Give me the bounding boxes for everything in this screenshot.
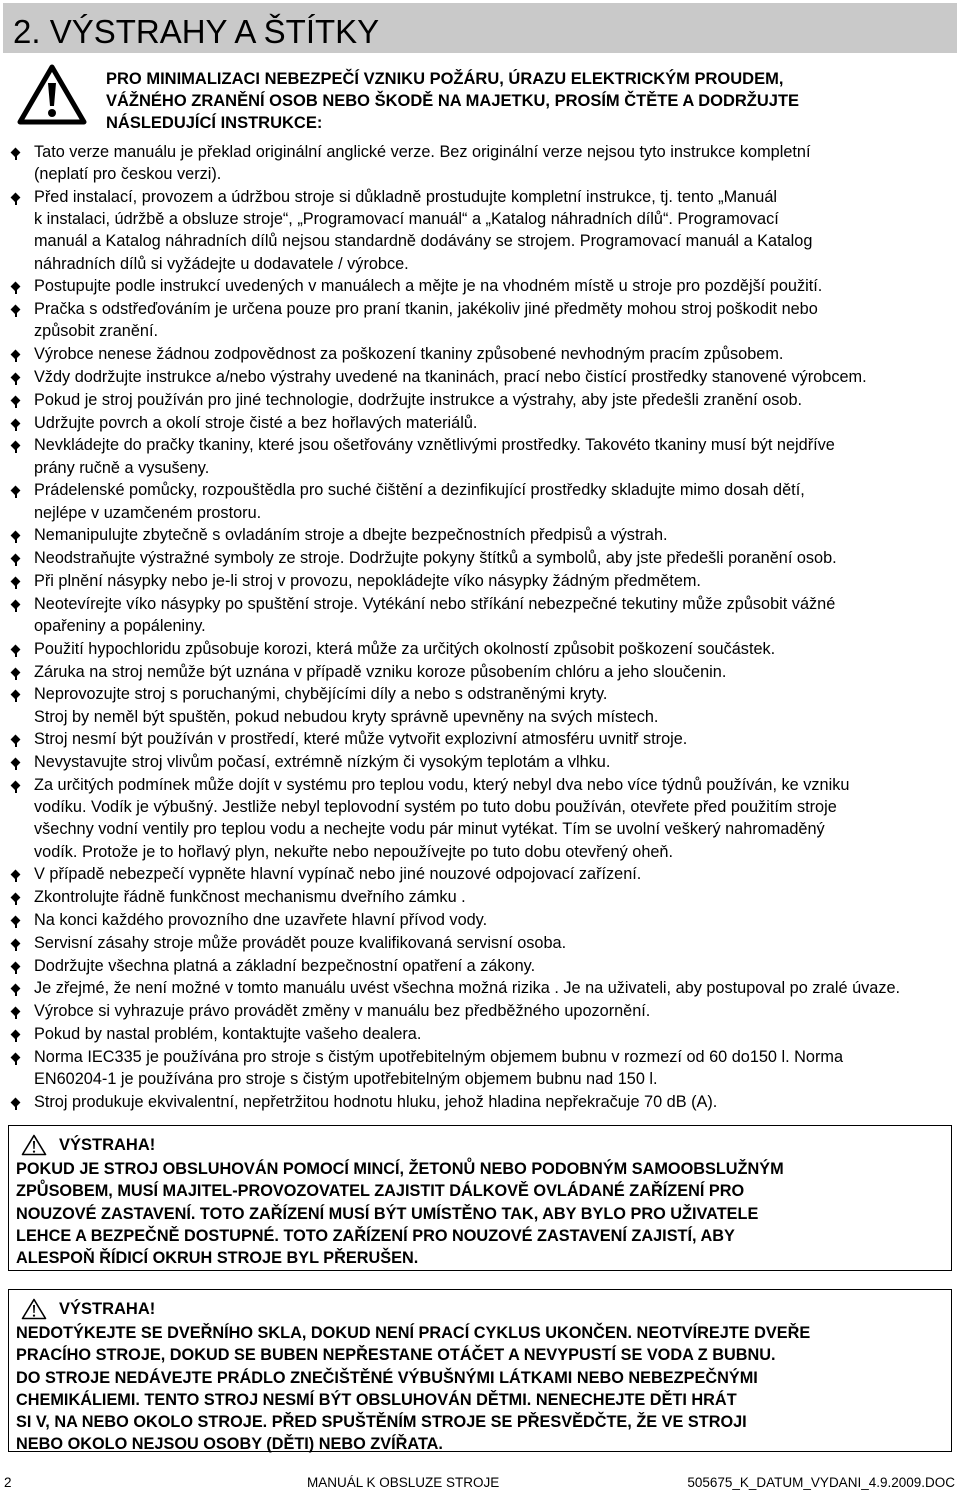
list-item [10, 863, 945, 885]
section-heading: 2. VÝSTRAHY A ŠTÍTKY [13, 13, 380, 50]
diamond-bullet-stem-icon [15, 651, 17, 657]
list-item [10, 909, 945, 931]
diamond-bullet-stem-icon [15, 583, 17, 589]
warning-line: DO STROJE NEDÁVEJTE PRÁDLO ZNEČIŠTĚNÉ VÝBUŠNÝMI LÁTKAMI NEBO NEBEZPEČNÝMI [16, 1368, 758, 1387]
list-item-text: Dodržujte všechna platná a základní bezpečnostní opatření a zákony. [34, 956, 536, 975]
list-item-text: Udržujte povrch a okolí stroje čisté a bez hořlavých materiálů. [34, 413, 478, 432]
diamond-bullet-stem-icon [15, 492, 17, 498]
list-item [10, 1000, 945, 1022]
diamond-bullet-stem-icon [15, 696, 17, 702]
list-item-text: Záruka na stroj nemůže být uznána v případě vzniku koroze působením chlóru a jeho sloučenin. [34, 662, 727, 681]
list-item [10, 683, 945, 727]
intro-line: VÁŽNÉHO ZRANĚNÍ OSOB NEBO ŠKODĚ NA MAJETKU, PROSÍM ČTĚTE A DODRŽUJTE [106, 92, 800, 110]
list-item-text: Nevystavujte stroj vlivům počasí, extrémně nízkým či vysokým teplotám a vlhku. [34, 753, 611, 772]
list-item-text: Pokud by nastal problém, kontaktujte vašeho dealera. [34, 1024, 422, 1043]
list-item-text: vodík. Protože je to hořlavý plyn, nekuřte nebo nepoužívejte po tuto dobu otevřený oheň. [34, 842, 674, 861]
diamond-bullet-stem-icon [15, 1104, 17, 1110]
list-item-text: všechny vodní ventily pro teplou vodu a nechejte vodu pár minut vytékat. Tím se uvolní veškerý nahromaděný [34, 820, 825, 839]
diamond-bullet-stem-icon [15, 674, 17, 680]
list-item [10, 389, 945, 411]
footer-document-name: 505675_K_DATUM_VYDANI_4.9.2009.DOC [687, 1475, 955, 1490]
warning-line: POKUD JE STROJ OBSLUHOVÁN POMOCÍ MINCÍ, ŽETONŮ NEBO PODOBNÝM SAMOOBSLUŽNÝM [16, 1160, 784, 1178]
list-item-text: Stroj produkuje ekvivalentní, nepřetržitou hodnotu hluku, jehož hladina nepřekračuje 70 dB (A). [34, 1092, 718, 1111]
list-item-text: opařeniny a popáleniny. [34, 616, 206, 635]
list-item [10, 955, 945, 977]
diamond-bullet-stem-icon [15, 1036, 17, 1042]
list-item-text: Postupujte podle instrukcí uvedených v manuálech a mějte je na vhodném místě u stroje pro pozdější použití. [34, 277, 823, 296]
warning-line: NEDOTÝKEJTE SE DVEŘNÍHO SKLA, DOKUD NENÍ PRACÍ CYKLUS UKONČEN. NEOTVÍREJTE DVEŘE [16, 1324, 811, 1342]
diamond-bullet-stem-icon [15, 606, 17, 612]
list-item [10, 593, 945, 637]
list-item-text: (neplatí pro českou verzi). [34, 165, 222, 184]
list-item [10, 886, 945, 908]
diamond-bullet-stem-icon [15, 1059, 17, 1065]
list-item [10, 1023, 945, 1045]
list-item-text: Neotevírejte víko násypky po spuštění stroje. Vytékání nebo stříkání nebezpečné tekutiny může způsobit vážné [34, 594, 836, 613]
list-item-text: náhradních dílů si vyžádejte u dodavatele / výrobce. [34, 254, 409, 273]
list-item [10, 479, 945, 523]
warning-title: VÝSTRAHA! [59, 1300, 156, 1318]
diamond-bullet-stem-icon [15, 154, 17, 160]
diamond-bullet-stem-icon [15, 425, 17, 431]
warning-triangle-icon [21, 1134, 47, 1156]
warning-line: NOUZOVÉ ZASTAVENÍ. TOTO ZAŘÍZENÍ MUSÍ BÝT UMÍSTĚNO TAK, ABY BYLO PRO UŽIVATELE [16, 1204, 759, 1223]
footer-manual-title: MANUÁL K OBSLUZE STROJE [307, 1475, 500, 1490]
list-item [10, 412, 945, 434]
list-item-text: Stroj by neměl být spuštěn, pokud nebudou kryty správně upevněny na svých místech. [34, 707, 659, 726]
list-item [10, 547, 945, 569]
list-item [10, 524, 945, 546]
list-item-text: Neodstraňujte výstražné symboly ze stroje. Dodržujte pokyny štítků a symbolů, aby jste předešli poranění osob. [34, 549, 837, 568]
list-item-text: Za určitých podmínek může dojít v systému pro teplou vodu, který nebyl dva nebo více týdnů používán, ke vzniku [34, 775, 850, 794]
list-item-text: k instalaci, údržbě a obsluze stroje“, „Programovací manuál“ a „Katalog náhradních dílů“. Programovací [34, 210, 779, 229]
list-item-text: Norma IEC335 je používána pro stroje s čistým upotřebitelným objemem bubnu v rozmezí od 60 do150 l. Norma [34, 1047, 844, 1066]
list-item [10, 434, 945, 478]
warning-line: ZPŮSOBEM, MUSÍ MAJITEL-PROVOZOVATEL ZAJISTIT DÁLKOVĚ OVLÁDANÉ ZAŘÍZENÍ PRO [16, 1182, 745, 1201]
list-item [10, 1046, 945, 1090]
list-item [10, 275, 945, 297]
list-item [10, 932, 945, 954]
footer-page-number: 2 [4, 1475, 12, 1490]
list-item-text: Vždy dodržujte instrukce a/nebo výstrahy uvedené na tkaninách, prací nebo čistící prostředky stanovené výrobcem. [34, 368, 867, 386]
diamond-bullet-stem-icon [15, 990, 17, 996]
diamond-bullet-stem-icon [15, 1013, 17, 1019]
list-item-text: vodíku. Vodík je výbušný. Jestliže nebyl teplovodní systém po tuto dobu používán, otevřete před použitím stroje [34, 798, 837, 817]
warning-line: PRACÍHO STROJE, DOKUD SE BUBEN NEPŘESTANE OTÁČET A NEVYPUSTÍ SE VODA Z BUBNU. [16, 1346, 776, 1365]
diamond-bullet-stem-icon [15, 537, 17, 543]
warning-triangle-icon [17, 64, 87, 126]
list-item-text: způsobit zranění. [34, 322, 158, 341]
diamond-bullet-stem-icon [15, 764, 17, 770]
warning-title: VÝSTRAHA! [59, 1136, 156, 1154]
warning-line: SI V, NA NEBO OKOLO STROJE. PŘED SPUŠTĚNÍM STROJE SE PŘESVĚDČTE, ŽE VE STROJI [16, 1413, 747, 1432]
warning-header [21, 1298, 944, 1320]
list-item-text: V případě nebezpečí vypněte hlavní vypínač nebo jiné nouzové odpojovací zařízení. [34, 865, 642, 884]
diamond-bullet-stem-icon [15, 968, 17, 974]
list-item-text: Zkontrolujte řádně funkčnost mechanismu dveřního zámku . [34, 888, 466, 907]
list-item [10, 661, 945, 683]
diamond-bullet-stem-icon [15, 787, 17, 793]
list-item-text: Na konci každého provozního dne uzavřete hlavní přívod vody. [34, 910, 488, 929]
list-item [10, 977, 945, 999]
list-item-text: Při plnění násypky nebo je-li stroj v provozu, nepokládejte víko násypky žádným předmětem. [34, 571, 701, 590]
diamond-bullet-stem-icon [15, 199, 17, 205]
list-item [10, 570, 945, 592]
list-item-text: Je zřejmé, že není možné v tomto manuálu uvést všechna možná rizika . Je na uživateli, aby postupoval po zralé úvaze. [34, 979, 901, 998]
list-item-text: manuál a Katalog náhradních dílů nejsou standardně dodávány se strojem. Programovací manuál a Katalog [34, 232, 813, 251]
list-item-text: Tato verze manuálu je překlad originální anglické verze. Bez originální verze nejsou tyto instrukce kompletní [34, 143, 811, 161]
warning-line: CHEMIKÁLIEMI. TENTO STROJ NESMÍ BÝT OBSLUHOVÁN DĚTMI. NENECHEJTE DĚTI HRÁT [16, 1390, 737, 1409]
list-item-text: Stroj nesmí být používán v prostředí, které může vytvořit explozivní atmosféru uvnitř stroje. [34, 730, 688, 749]
list-item-text: Prádelenské pomůcky, rozpouštědla pro suché čištění a dezinfikující prostředky skladujte mimo dosah dětí, [34, 481, 805, 500]
warning-line: NEBO OKOLO NEJSOU OSOBY (DĚTI) NEBO ZVÍŘATA. [16, 1435, 443, 1454]
instruction-list [10, 141, 945, 1114]
list-item [10, 186, 945, 275]
list-item-text: Pračka s odstřeďováním je určena pouze pro praní tkanin, jakékoliv jiné předměty mohou stroj poškodit nebo [34, 300, 818, 319]
list-item [10, 728, 945, 750]
warning-box-door-glass [8, 1289, 952, 1452]
diamond-bullet-stem-icon [15, 945, 17, 951]
list-item-text: Výrobce si vyhrazuje právo provádět změny v manuálu bez předběžného upozornění. [34, 1002, 651, 1021]
warning-triangle-icon [21, 1298, 47, 1320]
section-heading-bar [3, 3, 957, 53]
diamond-bullet-stem-icon [15, 922, 17, 928]
list-item-text: Použití hypochloridu způsobuje korozi, která může za určitých okolností způsobit poškození součástek. [34, 639, 776, 658]
warning-box-emergency-stop [8, 1125, 952, 1271]
diamond-bullet-stem-icon [15, 311, 17, 317]
warning-header [21, 1134, 944, 1156]
list-item [10, 141, 945, 185]
list-item [10, 366, 945, 388]
list-item-text: nejlépe v uzamčeném prostoru. [34, 503, 262, 522]
diamond-bullet-stem-icon [15, 741, 17, 747]
list-item-text: EN60204-1 je používána pro stroje s čistým upotřebitelným objemem bubnu nad 150 l. [34, 1069, 658, 1088]
list-item-text: Nemanipulujte zbytečně s ovladáním stroje a dbejte bezpečnostních předpisů a výstrah. [34, 526, 668, 545]
list-item [10, 1091, 945, 1113]
warning-line: ALESPOŇ ŘÍDICÍ OKRUH STROJE BYL PŘERUŠEN. [16, 1249, 419, 1268]
diamond-bullet-stem-icon [15, 288, 17, 294]
list-item-text: Servisní zásahy stroje může provádět pouze kvalifikovaná servisní osoba. [34, 933, 567, 952]
diamond-bullet-stem-icon [15, 876, 17, 882]
diamond-bullet-stem-icon [15, 356, 17, 362]
intro-line: PRO MINIMALIZACI NEBEZPEČÍ VZNIKU POŽÁRU, ÚRAZU ELEKTRICKÝM PROUDEM, [106, 70, 784, 88]
intro-line: NÁSLEDUJÍCÍ INSTRUKCE: [106, 114, 323, 132]
diamond-bullet-stem-icon [15, 402, 17, 408]
list-item-text: Nevkládejte do pračky tkaniny, které jsou ošetřovány vznětlivými prostředky. Takovéto tkaniny musí být nejdříve [34, 436, 835, 455]
intro-text [106, 68, 936, 134]
list-item [10, 751, 945, 773]
diamond-bullet-stem-icon [15, 447, 17, 453]
list-item-text: Neprovozujte stroj s poruchanými, chybějícími díly a nebo s odstraněnými kryty. [34, 685, 608, 704]
list-item [10, 343, 945, 365]
list-item [10, 638, 945, 660]
list-item-text: prány ručně a vysušeny. [34, 458, 210, 477]
warning-line: LEHCE A BEZPEČNĚ DOSTUPNÉ. TOTO ZAŘÍZENÍ PRO NOUZOVÉ ZASTAVENÍ ZAJISTÍ, ABY [16, 1226, 735, 1245]
list-item [10, 774, 945, 863]
diamond-bullet-stem-icon [15, 379, 17, 385]
diamond-bullet-stem-icon [15, 899, 17, 905]
warning-body [16, 1322, 944, 1456]
diamond-bullet-stem-icon [15, 560, 17, 566]
list-item [10, 298, 945, 342]
page-footer [0, 1475, 960, 1495]
list-item-text: Před instalací, provozem a údržbou stroje si důkladně prostudujte kompletní instrukce, tj. tento „Manuál [34, 188, 777, 206]
list-item-text: Výrobce nenese žádnou zodpovědnost za poškození tkaniny způsobené nevhodným pracím způsobem. [34, 345, 784, 364]
warning-body [16, 1158, 944, 1269]
list-item-text: Pokud je stroj používán pro jiné technologie, dodržujte instrukce a výstrahy, aby jste předešli zranění osob. [34, 390, 803, 409]
